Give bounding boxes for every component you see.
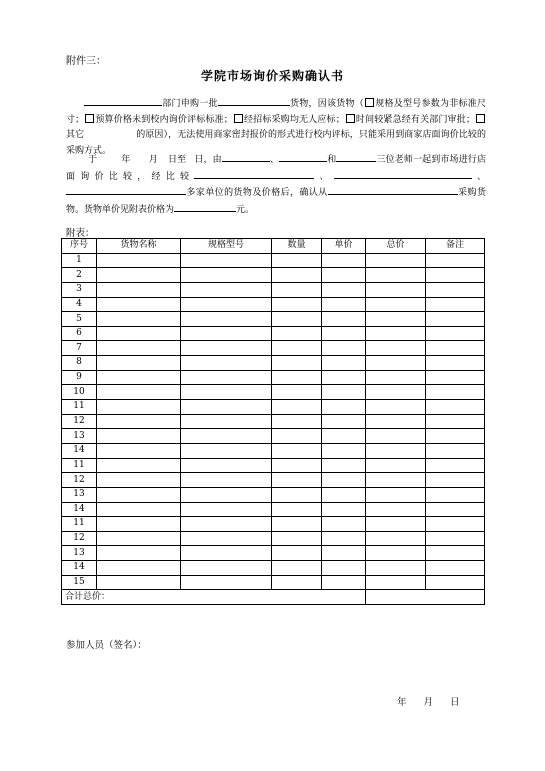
cell-quantity[interactable] bbox=[272, 400, 322, 415]
paragraph-inquiry bbox=[66, 152, 486, 218]
cell-spec[interactable] bbox=[181, 561, 272, 576]
cell-remarks[interactable] bbox=[426, 341, 485, 356]
cell-unit-price[interactable] bbox=[322, 443, 366, 458]
cell-unit-price[interactable] bbox=[322, 312, 366, 327]
table-row bbox=[62, 253, 485, 268]
table-row bbox=[62, 356, 485, 371]
cell-index: 12 bbox=[62, 414, 97, 429]
para2-sep: 、 bbox=[269, 155, 280, 165]
date-line: 年 月 日 bbox=[397, 697, 460, 708]
cell-goods-name[interactable] bbox=[97, 253, 181, 268]
cell-spec[interactable] bbox=[181, 546, 272, 561]
paragraph-reason bbox=[66, 96, 486, 159]
document-title: 学院市场询价采购确认书 bbox=[200, 69, 344, 83]
cell-remarks[interactable] bbox=[426, 282, 485, 297]
cell-remarks[interactable] bbox=[426, 546, 485, 561]
cell-remarks[interactable] bbox=[426, 575, 485, 590]
cell-total-price[interactable] bbox=[366, 326, 426, 341]
cell-spec[interactable] bbox=[181, 414, 272, 429]
cell-index: 13 bbox=[62, 487, 97, 502]
cell-unit-price[interactable] bbox=[322, 414, 366, 429]
cell-goods-name[interactable] bbox=[97, 458, 181, 473]
cell-quantity[interactable] bbox=[272, 282, 322, 297]
cell-total-price[interactable] bbox=[366, 517, 426, 532]
cell-quantity[interactable] bbox=[272, 341, 322, 356]
cell-goods-name[interactable] bbox=[97, 517, 181, 532]
cell-goods-name[interactable] bbox=[97, 326, 181, 341]
cell-total-price[interactable] bbox=[366, 356, 426, 371]
cell-index: 12 bbox=[62, 531, 97, 546]
cell-remarks[interactable] bbox=[426, 561, 485, 576]
cell-quantity[interactable] bbox=[272, 487, 322, 502]
cell-total-price[interactable] bbox=[366, 531, 426, 546]
cell-total-price[interactable] bbox=[366, 546, 426, 561]
cell-index: 14 bbox=[62, 443, 97, 458]
table-row bbox=[62, 297, 485, 312]
cell-index: 1 bbox=[62, 253, 97, 268]
table-row bbox=[62, 385, 485, 400]
cell-quantity[interactable] bbox=[272, 253, 322, 268]
cell-remarks[interactable] bbox=[426, 326, 485, 341]
cell-index: 9 bbox=[62, 370, 97, 385]
cell-spec[interactable] bbox=[181, 282, 272, 297]
cell-total-price[interactable] bbox=[366, 370, 426, 385]
cell-goods-name[interactable] bbox=[97, 575, 181, 590]
cell-total-price[interactable] bbox=[366, 385, 426, 400]
cell-index: 6 bbox=[62, 326, 97, 341]
cell-unit-price[interactable] bbox=[322, 473, 366, 488]
cell-remarks[interactable] bbox=[426, 268, 485, 283]
cell-spec[interactable] bbox=[181, 253, 272, 268]
cell-unit-price[interactable] bbox=[322, 458, 366, 473]
para1-text-3: 的原因），无法使用商家密封报价的形式进行校内评标，只能采用到商家店面询价比较的采购方式。 bbox=[66, 130, 486, 156]
cell-spec[interactable] bbox=[181, 517, 272, 532]
cell-unit-price[interactable] bbox=[322, 326, 366, 341]
cell-quantity[interactable] bbox=[272, 385, 322, 400]
cell-remarks[interactable] bbox=[426, 356, 485, 371]
price-blank[interactable] bbox=[174, 202, 236, 212]
cell-index: 2 bbox=[62, 268, 97, 283]
cell-quantity[interactable] bbox=[272, 356, 322, 371]
cell-quantity[interactable] bbox=[272, 297, 322, 312]
cell-index: 15 bbox=[62, 575, 97, 590]
cell-index: 12 bbox=[62, 473, 97, 488]
cell-unit-price[interactable] bbox=[322, 531, 366, 546]
cell-goods-name[interactable] bbox=[97, 341, 181, 356]
table-row bbox=[62, 575, 485, 590]
cell-goods-name[interactable] bbox=[97, 443, 181, 458]
cell-quantity[interactable] bbox=[272, 546, 322, 561]
cell-total-price[interactable] bbox=[366, 443, 426, 458]
cell-goods-name[interactable] bbox=[97, 429, 181, 444]
para1-text-1: 部门申购一批 bbox=[162, 99, 218, 109]
cell-goods-name[interactable] bbox=[97, 312, 181, 327]
cell-total-price[interactable] bbox=[366, 414, 426, 429]
chosen-vendor-blank[interactable] bbox=[328, 185, 458, 195]
cell-unit-price[interactable] bbox=[322, 356, 366, 371]
cell-spec[interactable] bbox=[181, 385, 272, 400]
checkbox-urgent[interactable] bbox=[346, 114, 355, 123]
cell-unit-price[interactable] bbox=[322, 268, 366, 283]
cell-remarks[interactable] bbox=[426, 443, 485, 458]
cell-index: 11 bbox=[62, 517, 97, 532]
option-nonstandard-label: 规格及型号参数为非标准尺寸； bbox=[66, 99, 486, 125]
cell-quantity[interactable] bbox=[272, 561, 322, 576]
cell-spec[interactable] bbox=[181, 326, 272, 341]
cell-spec[interactable] bbox=[181, 458, 272, 473]
table-body bbox=[62, 253, 485, 590]
cell-spec[interactable] bbox=[181, 341, 272, 356]
cell-goods-name[interactable] bbox=[97, 487, 181, 502]
cell-unit-price[interactable] bbox=[322, 400, 366, 415]
cell-index: 13 bbox=[62, 546, 97, 561]
header-total-price: 总价 bbox=[366, 239, 426, 254]
cell-unit-price[interactable] bbox=[322, 517, 366, 532]
cell-quantity[interactable] bbox=[272, 458, 322, 473]
cell-quantity[interactable] bbox=[272, 502, 322, 517]
cell-quantity[interactable] bbox=[272, 473, 322, 488]
para2-and: 和 bbox=[327, 155, 337, 165]
cell-remarks[interactable] bbox=[426, 370, 485, 385]
checkbox-other[interactable] bbox=[476, 114, 485, 123]
para2-sep-2: 、 bbox=[314, 171, 334, 182]
cell-quantity[interactable] bbox=[272, 443, 322, 458]
cell-goods-name[interactable] bbox=[97, 268, 181, 283]
cell-unit-price[interactable] bbox=[322, 561, 366, 576]
cell-goods-name[interactable] bbox=[97, 473, 181, 488]
cell-spec[interactable] bbox=[181, 487, 272, 502]
table-row bbox=[62, 400, 485, 415]
table-row bbox=[62, 487, 485, 502]
price-table bbox=[61, 238, 485, 605]
option-urgent-label: 时间较紧急经有关部门审批； bbox=[355, 114, 475, 125]
cell-remarks[interactable] bbox=[426, 429, 485, 444]
cell-quantity[interactable] bbox=[272, 326, 322, 341]
cell-quantity[interactable] bbox=[272, 531, 322, 546]
cell-unit-price[interactable] bbox=[322, 385, 366, 400]
checkbox-budget[interactable] bbox=[85, 114, 94, 123]
cell-total-price[interactable] bbox=[366, 429, 426, 444]
cell-index: 14 bbox=[62, 561, 97, 576]
cell-goods-name[interactable] bbox=[97, 561, 181, 576]
cell-unit-price[interactable] bbox=[322, 282, 366, 297]
table-row bbox=[62, 502, 485, 517]
cell-index: 3 bbox=[62, 282, 97, 297]
cell-total-price[interactable] bbox=[366, 473, 426, 488]
cell-total-price[interactable] bbox=[366, 400, 426, 415]
cell-goods-name[interactable] bbox=[97, 502, 181, 517]
cell-index: 14 bbox=[62, 502, 97, 517]
cell-index: 7 bbox=[62, 341, 97, 356]
cell-spec[interactable] bbox=[181, 473, 272, 488]
cell-goods-name[interactable] bbox=[97, 282, 181, 297]
vendor1-blank[interactable] bbox=[194, 169, 314, 179]
cell-unit-price[interactable] bbox=[322, 487, 366, 502]
teacher3-blank[interactable] bbox=[336, 152, 376, 162]
cell-unit-price[interactable] bbox=[322, 370, 366, 385]
table-row bbox=[62, 429, 485, 444]
header-index: 序号 bbox=[62, 239, 97, 254]
cell-index: 11 bbox=[62, 458, 97, 473]
cell-remarks[interactable] bbox=[426, 487, 485, 502]
para2-year: 年 bbox=[121, 155, 131, 165]
cell-goods-name[interactable] bbox=[97, 356, 181, 371]
cell-remarks[interactable] bbox=[426, 517, 485, 532]
department-blank[interactable] bbox=[84, 96, 162, 106]
cell-remarks[interactable] bbox=[426, 312, 485, 327]
cell-quantity[interactable] bbox=[272, 268, 322, 283]
total-value-cell[interactable] bbox=[366, 590, 485, 605]
cell-total-price[interactable] bbox=[366, 297, 426, 312]
cell-spec[interactable] bbox=[181, 370, 272, 385]
para2-text-3: 采购货物。货物单价见附表价格为 bbox=[66, 188, 486, 215]
cell-unit-price[interactable] bbox=[322, 297, 366, 312]
cell-unit-price[interactable] bbox=[322, 341, 366, 356]
cell-total-price[interactable] bbox=[366, 312, 426, 327]
header-goods-name: 货物名称 bbox=[97, 239, 181, 254]
checkbox-no-bidder[interactable] bbox=[234, 114, 243, 123]
cell-spec[interactable] bbox=[181, 429, 272, 444]
table-row bbox=[62, 517, 485, 532]
cell-total-price[interactable] bbox=[366, 253, 426, 268]
cell-total-price[interactable] bbox=[366, 561, 426, 576]
cell-remarks[interactable] bbox=[426, 502, 485, 517]
vendor3-blank[interactable] bbox=[66, 185, 186, 195]
table-row bbox=[62, 546, 485, 561]
para2-text-4: 元。 bbox=[236, 204, 255, 215]
cell-remarks[interactable] bbox=[426, 414, 485, 429]
cell-remarks[interactable] bbox=[426, 531, 485, 546]
vendor2-blank[interactable] bbox=[334, 169, 472, 179]
header-quantity: 数量 bbox=[272, 239, 322, 254]
cell-quantity[interactable] bbox=[272, 517, 322, 532]
para2-sep-3: 、 bbox=[471, 171, 486, 182]
table-header-row bbox=[62, 239, 485, 254]
cell-quantity[interactable] bbox=[272, 312, 322, 327]
signers-label: 参加人员（签名）： bbox=[66, 640, 147, 651]
para1-text-2: 货物，因该货物（ bbox=[289, 99, 364, 109]
header-spec: 规格型号 bbox=[181, 239, 272, 254]
cell-quantity[interactable] bbox=[272, 575, 322, 590]
table-row bbox=[62, 531, 485, 546]
para2-text-2: 多家单位的货物及价格后，确认从 bbox=[186, 188, 328, 198]
cell-total-price[interactable] bbox=[366, 268, 426, 283]
header-remarks: 备注 bbox=[426, 239, 485, 254]
cell-goods-name[interactable] bbox=[97, 297, 181, 312]
cell-unit-price[interactable] bbox=[322, 546, 366, 561]
cell-remarks[interactable] bbox=[426, 400, 485, 415]
cell-total-price[interactable] bbox=[366, 458, 426, 473]
cell-remarks[interactable] bbox=[426, 473, 485, 488]
table-row bbox=[62, 458, 485, 473]
para2-day-by: 日，由 bbox=[194, 155, 222, 165]
cell-spec[interactable] bbox=[181, 400, 272, 415]
teacher1-blank[interactable] bbox=[222, 152, 270, 162]
cell-total-price[interactable] bbox=[366, 341, 426, 356]
cell-remarks[interactable] bbox=[426, 385, 485, 400]
cell-total-price[interactable] bbox=[366, 282, 426, 297]
cell-goods-name[interactable] bbox=[97, 546, 181, 561]
para2-yu: 于 bbox=[88, 155, 98, 165]
cell-remarks[interactable] bbox=[426, 297, 485, 312]
table-row bbox=[62, 282, 485, 297]
cell-total-price[interactable] bbox=[366, 575, 426, 590]
table-row bbox=[62, 414, 485, 429]
table-row bbox=[62, 561, 485, 576]
para2-day-to: 日至 bbox=[167, 155, 187, 165]
cell-spec[interactable] bbox=[181, 502, 272, 517]
cell-spec[interactable] bbox=[181, 356, 272, 371]
cell-quantity[interactable] bbox=[272, 414, 322, 429]
cell-goods-name[interactable] bbox=[97, 400, 181, 415]
cell-spec[interactable] bbox=[181, 297, 272, 312]
cell-spec[interactable] bbox=[181, 575, 272, 590]
table-row bbox=[62, 443, 485, 458]
cell-spec[interactable] bbox=[181, 443, 272, 458]
cell-spec[interactable] bbox=[181, 531, 272, 546]
cell-goods-name[interactable] bbox=[97, 385, 181, 400]
option-budget-label: 预算价格未到校内询价评标标准； bbox=[95, 114, 233, 125]
table-row bbox=[62, 473, 485, 488]
cell-total-price[interactable] bbox=[366, 487, 426, 502]
checkbox-nonstandard[interactable] bbox=[365, 98, 374, 107]
cell-index: 11 bbox=[62, 400, 97, 415]
teacher2-blank[interactable] bbox=[279, 152, 327, 162]
total-label: 合计总价： bbox=[62, 590, 366, 605]
cell-index: 8 bbox=[62, 356, 97, 371]
table-row bbox=[62, 326, 485, 341]
cell-index: 5 bbox=[62, 312, 97, 327]
table-row bbox=[62, 268, 485, 283]
option-no-bidder-label: 经招标采购均无人应标； bbox=[243, 114, 345, 125]
cell-spec[interactable] bbox=[181, 268, 272, 283]
para2-month: 月 bbox=[148, 155, 158, 165]
attachment-label: 附件三： bbox=[66, 56, 106, 67]
header-unit-price: 单价 bbox=[322, 239, 366, 254]
cell-unit-price[interactable] bbox=[322, 429, 366, 444]
cell-remarks[interactable] bbox=[426, 458, 485, 473]
cell-remarks[interactable] bbox=[426, 253, 485, 268]
cell-index: 13 bbox=[62, 429, 97, 444]
option-other-label: 其它 bbox=[66, 130, 85, 140]
cell-index: 10 bbox=[62, 385, 97, 400]
cell-quantity[interactable] bbox=[272, 429, 322, 444]
cell-spec[interactable] bbox=[181, 312, 272, 327]
cell-unit-price[interactable] bbox=[322, 502, 366, 517]
cell-goods-name[interactable] bbox=[97, 531, 181, 546]
cell-total-price[interactable] bbox=[366, 502, 426, 517]
table-row bbox=[62, 341, 485, 356]
cell-unit-price[interactable] bbox=[322, 253, 366, 268]
cell-index: 4 bbox=[62, 297, 97, 312]
table-row bbox=[62, 370, 485, 385]
cell-unit-price[interactable] bbox=[322, 575, 366, 590]
total-row bbox=[62, 590, 485, 605]
cell-goods-name[interactable] bbox=[97, 414, 181, 429]
goods-blank[interactable] bbox=[218, 96, 290, 106]
cell-goods-name[interactable] bbox=[97, 370, 181, 385]
cell-quantity[interactable] bbox=[272, 370, 322, 385]
para2-text-1: 三位老师一起到市场进行店面询价比较，经比较 bbox=[66, 155, 486, 182]
table-row bbox=[62, 312, 485, 327]
appendix-label: 附表： bbox=[66, 228, 95, 239]
